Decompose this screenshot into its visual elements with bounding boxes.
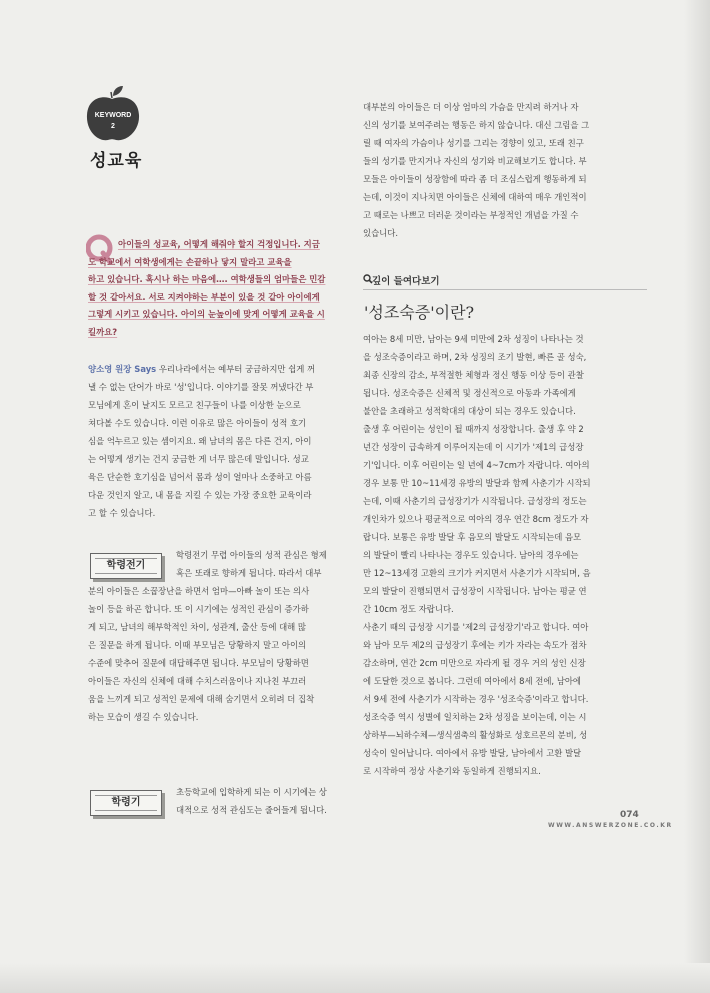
right-top-line: 릴 때 여자의 가슴이나 성기를 그리는 경향이 있고, 또래 친구 [363,138,584,148]
question-line: 도 학교에서 여학생에게는 손끝하나 닿지 말라고 교육을 [88,256,292,267]
section-title: 성교육 [90,151,143,171]
answer-line: 고 할 수 있습니다. [88,508,156,518]
question-block [88,236,343,341]
preschool-line: 수준에 맞추어 질문에 대답해주면 됩니다. 부모님이 당황하면 [88,658,309,668]
precocious-line: 최종 신장의 감소, 부적절한 체형과 정신 행동 이상 등이 관찰 [363,370,584,380]
deep-dive-heading: 깊이 들여다보기 [372,276,440,287]
school-age-label-box [90,790,162,816]
preschool-line: 게 되고, 남녀의 해부학적인 차이, 성관계, 출산 등에 대해 많 [88,622,307,632]
precocious-line: 기'입니다. 이후 어린이는 일 년에 4~7cm가 자랍니다. 여아의 [363,460,590,470]
precocious-line: 의 발달이 빨리 나타나는 경우도 있습니다. 남아의 경우에는 [363,550,579,560]
keyword-apple-badge [82,84,146,144]
answer-line: 낼 수 없는 단어가 바로 '성'입니다. 이야기를 잘못 꺼냈다간 부 [88,382,314,392]
footer-url: WWW.ANSWERZONE.CO.KR [548,822,673,829]
precocious-line: 경우 보통 만 10~11세경 유방의 발달과 함께 사춘기가 시작되 [363,478,591,488]
preschool-label-box [90,553,162,579]
precocious-puberty-title: '성조숙증'이란? [364,303,475,322]
page-number: 074 [620,810,639,820]
preschool-line: 움을 느끼게 되고 성적인 문제에 대해 숨기면서 오히려 더 집착 [88,694,315,704]
preschool-label: 학령전기 [106,560,146,571]
question-line: 아이들의 성교육, 어떻게 해줘야 할지 걱정입니다. 지금 [118,239,320,249]
answer-line: 쳐다볼 수도 있습니다. 이런 이유로 많은 아이들이 성적 호기 [88,418,307,428]
precocious-line: 는데, 이때 사춘기의 급성장기가 시작됩니다. 급성장의 정도는 [363,496,587,506]
deep-dive-divider [363,289,647,290]
preschool-intro [176,546,346,582]
preschool-line: 혹은 또래로 향하게 됩니다. 따라서 대부 [176,568,322,578]
school-age-body [176,783,346,819]
answer-line: 우리나라에서는 예부터 궁금하지만 쉽게 꺼 [156,364,316,374]
precocious-line: 여아는 8세 미만, 남아는 9세 미만에 2차 성징이 나타나는 것 [363,334,584,344]
school-age-line: 초등학교에 입학하게 되는 이 시기에는 상 [176,787,327,797]
right-top-line: 대부분의 아이들은 더 이상 엄마의 가슴을 만지려 하거나 자 [363,102,579,112]
answer-line: 다운 것인지 알고, 내 몸을 지킬 수 있는 가장 중요한 교육이라 [88,490,312,500]
question-line: 하고 있습니다. 혹시나 하는 마음에…. 여학생들의 엄마들은 민감 [88,274,326,284]
keyword-number: 2 [111,123,115,130]
right-top-line: 신의 성기를 보여주려는 행동은 하지 않습니다. 대신 그림을 그 [363,120,590,130]
precocious-line: 모의 발달이 진행되면서 급성장이 시작됩니다. 남아는 평균 연 [363,586,587,596]
precocious-line: 년간 성장이 급속하게 이루어지는데 이 시기가 '제1의 급성장 [363,442,584,452]
page-edge-shadow [684,0,710,993]
right-top-line: 들의 성기를 만지거나 자신의 성기와 비교해보기도 합니다. 부 [363,156,587,166]
right-top-line: 는데, 이것이 지나치면 아이들은 신체에 대하여 매우 개인적이 [363,192,587,202]
precocious-line: 에 도달한 것으로 봅니다. 그런데 여아에서 8세 전에, 남아에 [363,676,582,686]
precocious-line: 사춘기 때의 급성장 시기를 '제2의 급성장기'라고 합니다. 여아 [363,622,589,632]
precocious-line: 와 남아 모두 제2의 급성장기 후에는 키가 자라는 속도가 점차 [363,640,587,650]
right-top-line: 모들은 아이들이 성장함에 따라 좀 더 조심스럽게 행동하게 되 [363,174,587,184]
preschool-line: 하는 모습이 생길 수 있습니다. [88,712,199,722]
precocious-line: 성숙이 일어납니다. 여아에서 유방 발달, 남아에서 고환 발달 [363,748,582,758]
answer-block [88,360,346,522]
school-age-label: 학령기 [111,797,141,808]
apple-stem-icon [111,92,112,98]
precocious-line: 간 10cm 정도 자랍니다. [363,604,454,614]
precocious-line: 됩니다. 성조숙증은 신체적 및 정신적으로 아동과 가족에게 [363,388,576,398]
precocious-line: 출생 후 어린이는 성인이 될 때까지 성장합니다. 출생 후 약 2 [363,424,584,434]
preschool-line: 놀이 등을 하곤 합니다. 또 이 시기에는 성적인 관심이 증가하 [88,604,309,614]
school-age-line: 대적으로 성적 관심도는 줄어들게 됩니다. [176,805,327,815]
keyword-label: KEYWORD [94,112,132,119]
right-top-line: 있습니다. [363,228,399,238]
precocious-line: 불안을 초래하고 성적학대의 대상이 되는 경우도 있습니다. [363,406,576,416]
precocious-line: 감소하며, 연간 2cm 미만으로 자라게 될 경우 거의 성인 신장 [363,658,586,668]
apple-leaf-icon [113,86,123,96]
precocious-line: 개인차가 있으나 평균적으로 여아의 경우 연간 8cm 정도가 자 [363,514,589,524]
precocious-line: 로 시작하여 정상 사춘기와 동일하게 진행되지요. [363,766,541,776]
precocious-line: 성조숙증 역시 성별에 일치하는 2차 성징을 보이는데, 이는 시 [363,712,587,722]
precocious-line: 서 9세 전에 사춘기가 시작하는 경우 '성조숙증'이라고 합니다. [363,694,589,704]
precocious-line: 랍니다. 보통은 유방 발달 후 음모의 발달도 시작되는데 음모 [363,532,582,542]
page-bottom-shadow [0,963,710,993]
answer-line: 모님에게 혼이 날지도 모르고 친구들이 나를 이상한 눈으로 [88,400,301,410]
question-line: 킬까요? [88,326,118,337]
preschool-line: 은 질문을 하게 됩니다. 이때 부모님은 당황하지 말고 아이의 [88,640,307,650]
precocious-line: 만 12~13세경 고환의 크기가 커지면서 사춘기가 시작되며, 음 [363,568,591,578]
answer-line: 육은 단순한 호기심을 넘어서 몸과 성이 얼마나 소중하고 아름 [88,472,312,482]
precocious-line: 상하부—뇌하수체—생식샘축의 활성화로 성호르몬의 분비, 성 [363,730,588,740]
preschool-body [88,582,346,726]
answer-line: 심을 억누르고 있는 셈이지요. 왜 남녀의 몸은 다른 건지, 아이 [88,436,312,446]
question-line: 그렇게 시키고 있습니다. 아이의 눈높이에 맞게 어떻게 교육을 시 [88,309,325,319]
preschool-line: 아이들은 자신의 신체에 대해 수치스러움이나 지나친 부끄러 [88,676,307,686]
precocious-line: 을 성조숙증이라고 하며, 2차 성징의 조기 발현, 빠른 골 성숙, [363,352,587,362]
preschool-line: 학령전기 무렵 아이들의 성적 관심은 형제 [176,550,327,560]
right-top-paragraph [363,98,647,242]
answer-line: 는 어떻게 생기는 건지 궁금한 게 너무 많은데 말입니다. 성교 [88,454,309,464]
question-line: 할 것 같아서요. 서로 지켜야하는 부분이 있을 것 같아 아이에게 [88,291,320,302]
answer-author: 양소영 원장 Says [88,364,157,374]
right-top-line: 고 때로는 나쁘고 더러운 것이라는 부정적인 개념을 가질 수 [363,210,579,220]
preschool-line: 분의 아이들은 소꿉장난을 하면서 엄마—아빠 놀이 또는 의사 [88,586,310,596]
precocious-puberty-body [363,330,647,780]
